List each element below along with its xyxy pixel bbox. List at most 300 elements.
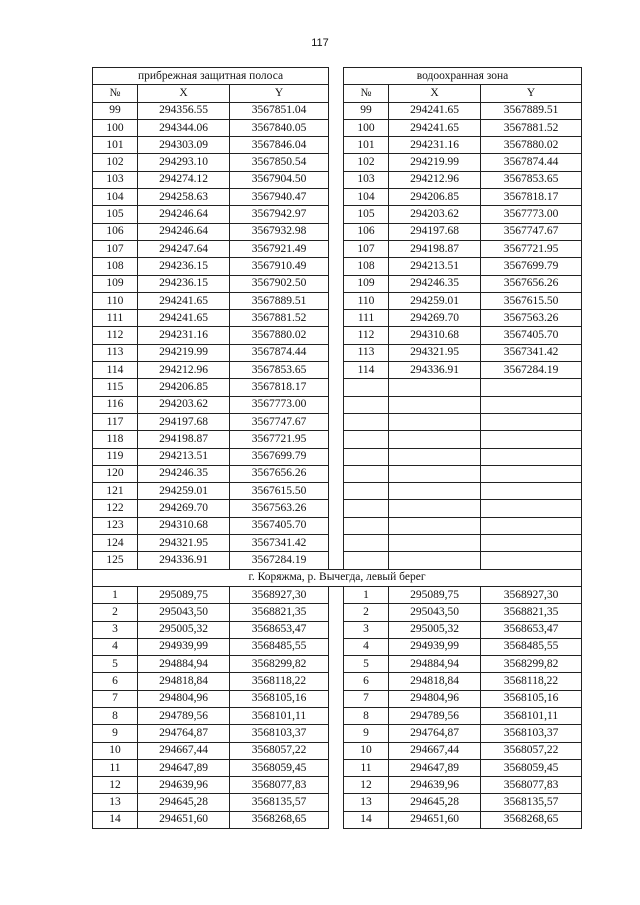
left-y-coordinate: 3567910.49	[230, 258, 329, 275]
left-point-number: 124	[93, 535, 138, 552]
left-x-coordinate: 294258.63	[138, 189, 230, 206]
left-x-coordinate: 294198.87	[138, 431, 230, 448]
column-gap	[329, 621, 344, 638]
left-y-coordinate: 3567846.04	[230, 137, 329, 154]
right-x-header: X	[389, 85, 481, 102]
right-point-number	[344, 465, 389, 482]
right-x-coordinate: 294645,28	[389, 794, 481, 811]
right-point-number: 3	[344, 621, 389, 638]
right-x-coordinate: 294310.68	[389, 327, 481, 344]
left-x-coordinate: 294303.09	[138, 137, 230, 154]
left-x-coordinate: 294212.96	[138, 362, 230, 379]
right-point-number: 105	[344, 206, 389, 223]
left-point-number: 12	[93, 777, 138, 794]
left-point-number: 9	[93, 725, 138, 742]
right-point-number	[344, 431, 389, 448]
column-gap	[329, 137, 344, 154]
right-y-coordinate: 3568927,30	[481, 586, 582, 603]
right-y-coordinate: 3568268,65	[481, 811, 582, 828]
table-row	[93, 777, 582, 794]
left-point-number: 116	[93, 396, 138, 413]
left-y-coordinate: 3568299,82	[230, 656, 329, 673]
right-y-coordinate	[481, 517, 582, 534]
right-x-coordinate: 294197.68	[389, 223, 481, 240]
column-gap	[329, 431, 344, 448]
right-y-coordinate: 3567656.26	[481, 275, 582, 292]
right-point-number	[344, 483, 389, 500]
right-x-coordinate: 294939,99	[389, 638, 481, 655]
left-point-number: 117	[93, 413, 138, 430]
left-y-coordinate: 3568135,57	[230, 794, 329, 811]
left-x-coordinate: 294259.01	[138, 483, 230, 500]
table-row	[93, 275, 582, 292]
right-point-number: 106	[344, 223, 389, 240]
right-y-coordinate: 3567721.95	[481, 240, 582, 257]
right-y-coordinate: 3567699.79	[481, 258, 582, 275]
left-x-coordinate: 294241.65	[138, 292, 230, 309]
right-y-coordinate: 3567889.51	[481, 102, 582, 119]
column-gap	[329, 638, 344, 655]
left-point-number: 108	[93, 258, 138, 275]
header-row	[93, 85, 582, 102]
table-row	[93, 189, 582, 206]
table-row	[93, 690, 582, 707]
table-row	[93, 310, 582, 327]
column-gap	[329, 656, 344, 673]
left-x-header: X	[138, 85, 230, 102]
left-point-number: 4	[93, 638, 138, 655]
right-point-number: 14	[344, 811, 389, 828]
table-row	[93, 535, 582, 552]
left-x-coordinate: 294647,89	[138, 759, 230, 776]
right-x-coordinate: 294789,56	[389, 707, 481, 724]
left-y-coordinate: 3567747.67	[230, 413, 329, 430]
left-y-coordinate: 3568485,55	[230, 638, 329, 655]
right-y-coordinate: 3567818.17	[481, 189, 582, 206]
column-gap	[329, 552, 344, 569]
right-point-number: 102	[344, 154, 389, 171]
column-gap	[329, 292, 344, 309]
left-y-coordinate: 3568105,16	[230, 690, 329, 707]
table-row	[93, 240, 582, 257]
table-row	[93, 604, 582, 621]
right-y-coordinate: 3567405.70	[481, 327, 582, 344]
table-row	[93, 586, 582, 603]
column-gap	[329, 275, 344, 292]
table-row	[93, 794, 582, 811]
column-gap	[329, 379, 344, 396]
column-gap	[329, 102, 344, 119]
left-x-coordinate: 294231.16	[138, 327, 230, 344]
left-y-coordinate: 3568057,22	[230, 742, 329, 759]
left-point-number: 6	[93, 673, 138, 690]
right-y-coordinate	[481, 552, 582, 569]
right-x-coordinate: 295043,50	[389, 604, 481, 621]
right-x-coordinate: 294269.70	[389, 310, 481, 327]
table-row	[93, 258, 582, 275]
right-point-number: 7	[344, 690, 389, 707]
right-point-number: 111	[344, 310, 389, 327]
right-y-coordinate: 3567773.00	[481, 206, 582, 223]
column-gap	[329, 362, 344, 379]
table-row	[93, 483, 582, 500]
column-gap	[329, 465, 344, 482]
left-x-coordinate: 294764,87	[138, 725, 230, 742]
left-y-coordinate: 3567773.00	[230, 396, 329, 413]
left-x-coordinate: 294197.68	[138, 413, 230, 430]
right-x-coordinate	[389, 413, 481, 430]
table-row	[93, 500, 582, 517]
column-gap	[329, 68, 344, 85]
left-point-number: 106	[93, 223, 138, 240]
table-row	[93, 673, 582, 690]
left-y-coordinate: 3567874.44	[230, 344, 329, 361]
left-x-coordinate: 294247.64	[138, 240, 230, 257]
left-y-coordinate: 3567932.98	[230, 223, 329, 240]
left-point-number: 110	[93, 292, 138, 309]
right-point-number	[344, 396, 389, 413]
left-point-number: 7	[93, 690, 138, 707]
left-x-coordinate: 295089,75	[138, 586, 230, 603]
right-y-coordinate: 3568118,22	[481, 673, 582, 690]
column-gap	[329, 448, 344, 465]
left-point-number: 114	[93, 362, 138, 379]
right-num-header: №	[344, 85, 389, 102]
left-point-number: 3	[93, 621, 138, 638]
left-y-coordinate: 3567851.04	[230, 102, 329, 119]
right-y-coordinate: 3567747.67	[481, 223, 582, 240]
left-point-number: 104	[93, 189, 138, 206]
right-y-coordinate: 3567853.65	[481, 171, 582, 188]
right-point-number: 112	[344, 327, 389, 344]
left-y-coordinate: 3568927,30	[230, 586, 329, 603]
section2-title-row	[93, 569, 582, 586]
column-gap	[329, 500, 344, 517]
right-y-coordinate	[481, 396, 582, 413]
left-x-coordinate: 294344.06	[138, 119, 230, 136]
left-y-coordinate: 3567656.26	[230, 465, 329, 482]
left-point-number: 121	[93, 483, 138, 500]
table-row	[93, 431, 582, 448]
table-row	[93, 102, 582, 119]
left-point-number: 99	[93, 102, 138, 119]
column-gap	[329, 344, 344, 361]
right-point-number	[344, 517, 389, 534]
left-x-coordinate: 294219.99	[138, 344, 230, 361]
left-point-number: 10	[93, 742, 138, 759]
right-x-coordinate: 294336.91	[389, 362, 481, 379]
table-row	[93, 223, 582, 240]
left-point-number: 111	[93, 310, 138, 327]
table-row	[93, 119, 582, 136]
left-point-number: 115	[93, 379, 138, 396]
left-x-coordinate: 294236.15	[138, 275, 230, 292]
table-row	[93, 465, 582, 482]
right-point-number: 2	[344, 604, 389, 621]
left-y-coordinate: 3567850.54	[230, 154, 329, 171]
column-gap	[329, 258, 344, 275]
right-y-coordinate	[481, 448, 582, 465]
left-x-coordinate: 294213.51	[138, 448, 230, 465]
right-point-number: 109	[344, 275, 389, 292]
right-x-coordinate: 294241.65	[389, 119, 481, 136]
table-row	[93, 171, 582, 188]
right-x-coordinate	[389, 517, 481, 534]
right-x-coordinate	[389, 448, 481, 465]
column-gap	[329, 483, 344, 500]
left-x-coordinate: 294246.64	[138, 223, 230, 240]
left-x-coordinate: 294804,96	[138, 690, 230, 707]
right-y-coordinate: 3567881.52	[481, 119, 582, 136]
column-gap	[329, 119, 344, 136]
column-gap	[329, 223, 344, 240]
right-x-coordinate: 294241.65	[389, 102, 481, 119]
column-gap	[329, 586, 344, 603]
right-y-coordinate: 3567284.19	[481, 362, 582, 379]
table-row	[93, 448, 582, 465]
table-row	[93, 725, 582, 742]
right-x-coordinate: 294764,87	[389, 725, 481, 742]
right-point-number	[344, 379, 389, 396]
left-y-coordinate: 3567921.49	[230, 240, 329, 257]
left-y-coordinate: 3568653,47	[230, 621, 329, 638]
left-y-coordinate: 3567405.70	[230, 517, 329, 534]
column-gap	[329, 327, 344, 344]
left-section-title: прибрежная защитная полоса	[93, 68, 329, 85]
right-point-number	[344, 500, 389, 517]
left-y-coordinate: 3568103,37	[230, 725, 329, 742]
right-x-coordinate	[389, 552, 481, 569]
left-y-coordinate: 3567902.50	[230, 275, 329, 292]
column-gap	[329, 535, 344, 552]
left-point-number: 120	[93, 465, 138, 482]
left-point-number: 1	[93, 586, 138, 603]
right-y-coordinate	[481, 413, 582, 430]
left-y-coordinate: 3568821,35	[230, 604, 329, 621]
right-x-coordinate: 294804,96	[389, 690, 481, 707]
right-x-coordinate: 294321.95	[389, 344, 481, 361]
right-point-number: 11	[344, 759, 389, 776]
right-point-number: 100	[344, 119, 389, 136]
table-row	[93, 811, 582, 828]
right-point-number: 101	[344, 137, 389, 154]
left-x-coordinate: 295005,32	[138, 621, 230, 638]
left-y-header: Y	[230, 85, 329, 102]
left-y-coordinate: 3568268,65	[230, 811, 329, 828]
right-point-number: 8	[344, 707, 389, 724]
right-point-number: 1	[344, 586, 389, 603]
right-x-coordinate	[389, 483, 481, 500]
column-gap	[329, 396, 344, 413]
section-title-row	[93, 68, 582, 85]
left-x-coordinate: 294246.64	[138, 206, 230, 223]
right-x-coordinate	[389, 465, 481, 482]
left-x-coordinate: 294884,94	[138, 656, 230, 673]
right-y-coordinate	[481, 379, 582, 396]
column-gap	[329, 310, 344, 327]
table-row	[93, 413, 582, 430]
right-point-number: 9	[344, 725, 389, 742]
left-y-coordinate: 3567840.05	[230, 119, 329, 136]
left-point-number: 100	[93, 119, 138, 136]
right-y-coordinate: 3568077,83	[481, 777, 582, 794]
right-x-coordinate: 294198.87	[389, 240, 481, 257]
left-x-coordinate: 294274.12	[138, 171, 230, 188]
table-row	[93, 552, 582, 569]
right-y-coordinate	[481, 431, 582, 448]
table-row	[93, 621, 582, 638]
left-point-number: 112	[93, 327, 138, 344]
right-x-coordinate: 294647,89	[389, 759, 481, 776]
right-x-coordinate: 295089,75	[389, 586, 481, 603]
section2-title: г. Коряжма, р. Вычегда, левый берег	[93, 569, 582, 586]
right-x-coordinate: 295005,32	[389, 621, 481, 638]
left-y-coordinate: 3567942.97	[230, 206, 329, 223]
right-y-coordinate: 3567615.50	[481, 292, 582, 309]
right-section-title: водоохранная зона	[344, 68, 582, 85]
left-y-coordinate: 3567563.26	[230, 500, 329, 517]
right-point-number: 13	[344, 794, 389, 811]
left-num-header: №	[93, 85, 138, 102]
column-gap	[329, 189, 344, 206]
right-y-coordinate: 3567563.26	[481, 310, 582, 327]
column-gap	[329, 154, 344, 171]
left-y-coordinate: 3567699.79	[230, 448, 329, 465]
right-x-coordinate	[389, 396, 481, 413]
right-y-coordinate: 3568057,22	[481, 742, 582, 759]
right-x-coordinate: 294231.16	[389, 137, 481, 154]
left-x-coordinate: 294310.68	[138, 517, 230, 534]
left-point-number: 118	[93, 431, 138, 448]
column-gap	[329, 240, 344, 257]
left-point-number: 105	[93, 206, 138, 223]
left-y-coordinate: 3567853.65	[230, 362, 329, 379]
left-y-coordinate: 3567818.17	[230, 379, 329, 396]
right-x-coordinate: 294818,84	[389, 673, 481, 690]
right-x-coordinate	[389, 379, 481, 396]
column-gap	[329, 206, 344, 223]
left-point-number: 122	[93, 500, 138, 517]
right-y-coordinate: 3567880.02	[481, 137, 582, 154]
table-row	[93, 396, 582, 413]
left-x-coordinate: 294241.65	[138, 310, 230, 327]
left-x-coordinate: 294639,96	[138, 777, 230, 794]
left-x-coordinate: 294246.35	[138, 465, 230, 482]
right-y-coordinate: 3567874.44	[481, 154, 582, 171]
left-y-coordinate: 3568059,45	[230, 759, 329, 776]
table-row	[93, 292, 582, 309]
right-y-coordinate	[481, 535, 582, 552]
column-gap	[329, 604, 344, 621]
column-gap	[329, 707, 344, 724]
right-x-coordinate: 294639,96	[389, 777, 481, 794]
right-point-number: 99	[344, 102, 389, 119]
right-y-header: Y	[481, 85, 582, 102]
right-point-number: 5	[344, 656, 389, 673]
right-x-coordinate: 294667,44	[389, 742, 481, 759]
right-y-coordinate	[481, 483, 582, 500]
left-point-number: 103	[93, 171, 138, 188]
table-row	[93, 137, 582, 154]
right-y-coordinate: 3568653,47	[481, 621, 582, 638]
right-y-coordinate: 3568821,35	[481, 604, 582, 621]
right-point-number: 104	[344, 189, 389, 206]
right-y-coordinate: 3568135,57	[481, 794, 582, 811]
left-x-coordinate: 294321.95	[138, 535, 230, 552]
left-point-number: 5	[93, 656, 138, 673]
column-gap	[329, 759, 344, 776]
left-point-number: 113	[93, 344, 138, 361]
column-gap	[329, 413, 344, 430]
table-row	[93, 707, 582, 724]
column-gap	[329, 742, 344, 759]
table-row	[93, 379, 582, 396]
right-x-coordinate: 294213.51	[389, 258, 481, 275]
right-y-coordinate	[481, 500, 582, 517]
left-y-coordinate: 3568101,11	[230, 707, 329, 724]
left-y-coordinate: 3567284.19	[230, 552, 329, 569]
left-y-coordinate: 3567904.50	[230, 171, 329, 188]
table-row	[93, 517, 582, 534]
right-x-coordinate: 294884,94	[389, 656, 481, 673]
right-point-number: 10	[344, 742, 389, 759]
left-point-number: 11	[93, 759, 138, 776]
left-y-coordinate: 3567341.42	[230, 535, 329, 552]
right-point-number	[344, 448, 389, 465]
right-y-coordinate: 3568485,55	[481, 638, 582, 655]
right-point-number: 108	[344, 258, 389, 275]
left-y-coordinate: 3568077,83	[230, 777, 329, 794]
column-gap	[329, 517, 344, 534]
page-number: 117	[311, 37, 329, 49]
column-gap	[329, 690, 344, 707]
left-x-coordinate: 294645,28	[138, 794, 230, 811]
table-row	[93, 206, 582, 223]
left-x-coordinate: 294206.85	[138, 379, 230, 396]
right-point-number	[344, 535, 389, 552]
right-point-number: 4	[344, 638, 389, 655]
left-y-coordinate: 3567889.51	[230, 292, 329, 309]
left-point-number: 125	[93, 552, 138, 569]
left-point-number: 107	[93, 240, 138, 257]
table-row	[93, 154, 582, 171]
table-row	[93, 638, 582, 655]
left-y-coordinate: 3567881.52	[230, 310, 329, 327]
left-y-coordinate: 3567721.95	[230, 431, 329, 448]
left-point-number: 13	[93, 794, 138, 811]
left-point-number: 123	[93, 517, 138, 534]
right-point-number	[344, 413, 389, 430]
right-point-number	[344, 552, 389, 569]
left-x-coordinate: 294667,44	[138, 742, 230, 759]
right-point-number: 114	[344, 362, 389, 379]
left-x-coordinate: 294651,60	[138, 811, 230, 828]
table-row	[93, 759, 582, 776]
right-y-coordinate: 3568103,37	[481, 725, 582, 742]
left-x-coordinate: 294293.10	[138, 154, 230, 171]
right-x-coordinate: 294651,60	[389, 811, 481, 828]
right-point-number: 6	[344, 673, 389, 690]
left-x-coordinate: 294269.70	[138, 500, 230, 517]
right-x-coordinate: 294246.35	[389, 275, 481, 292]
left-point-number: 119	[93, 448, 138, 465]
table-row	[93, 362, 582, 379]
right-point-number: 103	[344, 171, 389, 188]
right-x-coordinate: 294203.62	[389, 206, 481, 223]
left-x-coordinate: 294356.55	[138, 102, 230, 119]
right-y-coordinate: 3568101,11	[481, 707, 582, 724]
left-x-coordinate: 294818,84	[138, 673, 230, 690]
